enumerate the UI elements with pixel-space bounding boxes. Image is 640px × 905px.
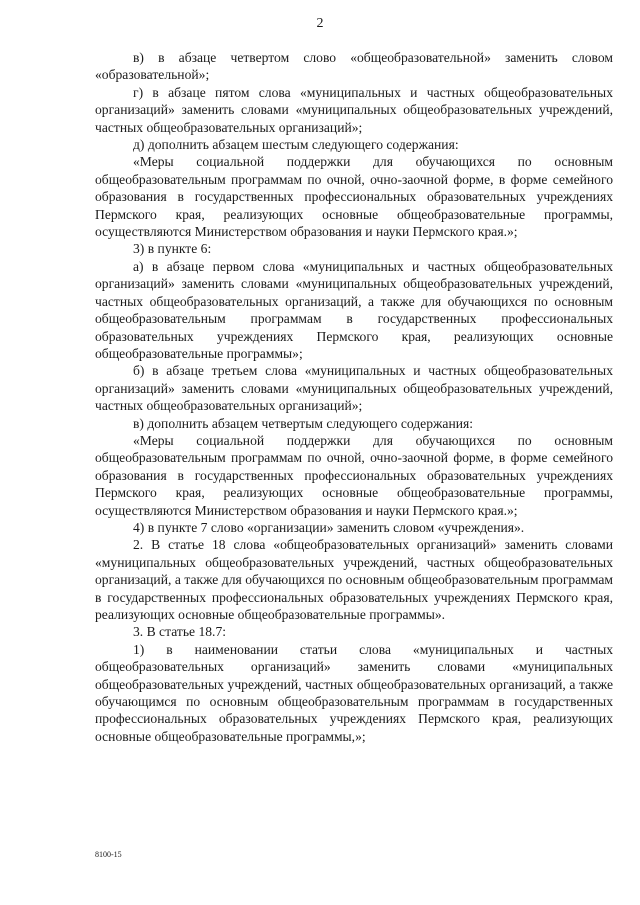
page-number: 2 bbox=[316, 16, 324, 31]
paragraph-point-3: 3) в пункте 6: bbox=[133, 241, 212, 257]
paragraph-item-v-abzats-4: в) в абзаце четвертом слово «общеобразовательной» заменить словом «образовательной»; bbox=[95, 50, 613, 83]
paragraph-item-d-dopolnit: д) дополнить абзацем шестым следующего содержания: bbox=[133, 137, 459, 153]
paragraph-item-g-abzats-5: г) в абзаце пятом слова «муниципальных и частных общеобразовательных организаций» заменить словами «муниципальных общеобразовательных учреждений, частных общеобразовательных организаций»; bbox=[95, 84, 613, 135]
paragraph-point-4: 4) в пункте 7 слово «организации» заменить словом «учреждения». bbox=[133, 519, 525, 535]
paragraph-article-18: 2. В статье 18 слова «общеобразовательных организаций» заменить словами «муниципальных общеобразовательных учреждений, частных общеобразовательных организаций, а также для обучающихся по основным общеобразовательным программам в государственных профессиональных образовательных учреждениях Пермского края, реализующих основные общеобразовательные программы». bbox=[95, 537, 613, 622]
quoted-paragraph-mery-podderzhki: «Меры социальной поддержки для обучающихся по основным общеобразовательным программам по очной, очно-заочной форме, в форме семейного образования в государственных профессиональных образовательных учреждениях Пермского края, реализующих основные общеобразовательные программы, осуществляются Министерством образования и науки Пермского края.»; bbox=[95, 154, 613, 240]
paragraph-item-1-naimenovanie: 1) в наименовании статьи слова «муниципальных и частных общеобразовательных организаций» заменить словами «муниципальных общеобразовательных учреждений, частных общеобразовательных организаций, а также обучающимся по основным общеобразовательным программам в государственных профессиональных образовательных учреждениях Пермского края, реализующих основные общеобразовательные программы,»; bbox=[95, 641, 613, 744]
document-body bbox=[95, 49, 613, 745]
document-code: 8100-15 bbox=[95, 850, 122, 859]
paragraph-item-v-dopolnit: в) дополнить абзацем четвертым следующего содержания: bbox=[133, 415, 474, 431]
paragraph-article-18-7: 3. В статье 18.7: bbox=[133, 624, 227, 640]
paragraph-item-a-abzats-1: а) в абзаце первом слова «муниципальных и частных общеобразовательных организаций» заменить словами «муниципальных общеобразовательных учреждений, частных общеобразовательных организаций, а также для обучающихся по основным общеобразовательным программам в государственных профессиональных образовательных учреждениях Пермского края, реализующих основные общеобразовательные программы»; bbox=[95, 258, 613, 361]
paragraph-item-b-abzats-3: б) в абзаце третьем слова «муниципальных и частных общеобразовательных организаций» заменить словами «муниципальных общеобразовательных учреждений, частных общеобразовательных организаций»; bbox=[95, 363, 613, 414]
quoted-paragraph-mery-podderzhki-2: «Меры социальной поддержки для обучающихся по основным общеобразовательным программам по очной, очно-заочной форме, в форме семейного образования в государственных профессиональных образовательных учреждениях Пермского края, реализующих основные общеобразовательные программы, осуществляются Министерством образования и науки Пермского края.»; bbox=[95, 432, 613, 518]
